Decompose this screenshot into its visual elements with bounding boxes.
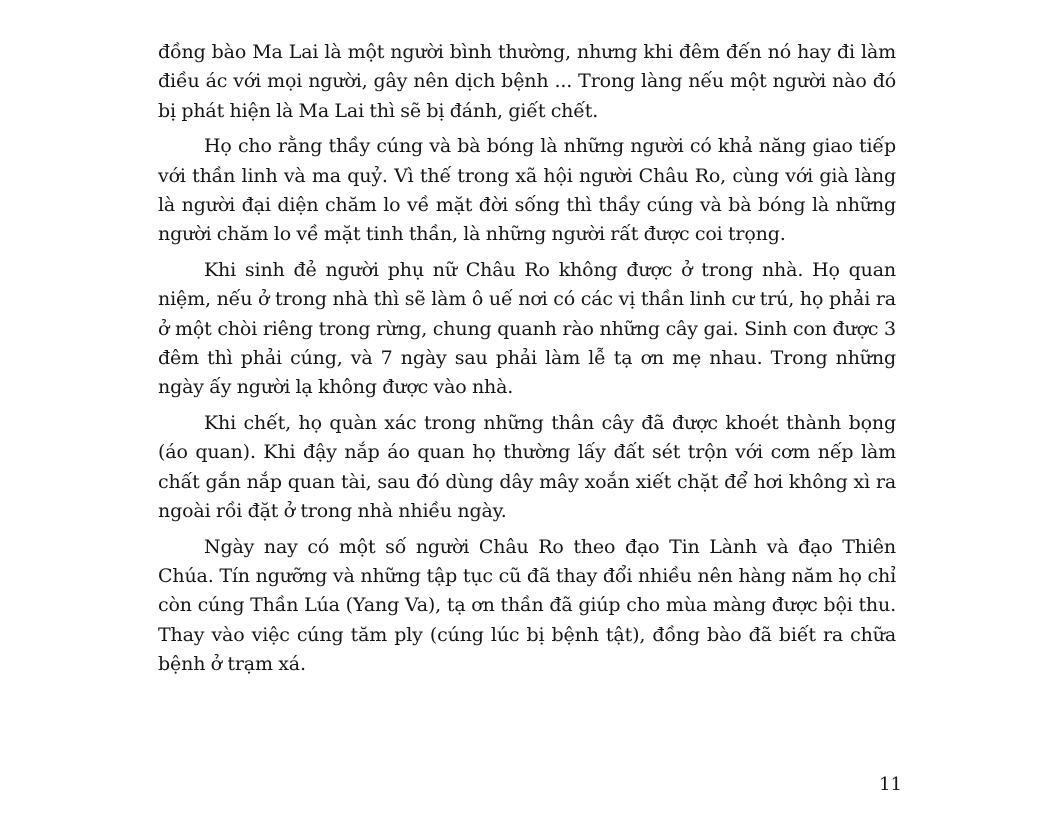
paragraph-continuation: đồng bào Ma Lai là một người bình thường, nhưng khi đêm đến nó hay đi làm điều ác với mọi người, gây nên dịch bệnh ... Trong làng nếu một người nào đó bị phát hiện là Ma Lai thì sẽ bị đánh, giết chết. (158, 41, 896, 122)
paragraph-shamans: Họ cho rằng thầy cúng và bà bóng là những người có khả năng giao tiếp với thần linh và ma quỷ. Vì thế trong xã hội người Châu Ro, cùng với già làng là người đại diện chăm lo về mặt đời sống thì thầy cúng và bà bóng là những người chăm lo về mặt tinh thần, là những người rất được coi trọng. (158, 135, 896, 246)
paragraph-childbirth: Khi sinh đẻ người phụ nữ Châu Ro không được ở trong nhà. Họ quan niệm, nếu ở trong nhà thì sẽ làm ô uế nơi có các vị thần linh cư trú, họ phải ra ở một chòi riêng trong rừng, chung quanh rào những cây gai. Sinh con được 3 đêm thì phải cúng, và 7 ngày sau phải làm lễ tạ ơn mẹ nhau. Trong những ngày ấy người lạ không được vào nhà. (158, 258, 896, 399)
paragraph-funeral: Khi chết, họ quàn xác trong những thân cây đã được khoét thành bọng (áo quan). Khi đậy nắp áo quan họ thường lấy đất sét trộn với cơm nếp làm chất gắn nắp quan tài, sau đó dùng dây mây xoắn xiết chặt để hơi không xì ra ngoài rồi đặt ở trong nhà nhiều ngày. (158, 411, 896, 523)
body-text (158, 38, 896, 686)
paragraph-religion-today: Ngày nay có một số người Châu Ro theo đạo Tin Lành và đạo Thiên Chúa. Tín ngưỡng và những tập tục cũ đã thay đổi nhiều nên hàng năm họ chỉ còn cúng Thần Lúa (Yang Va), tạ ơn thần đã giúp cho mùa màng được bội thu. Thay vào việc cúng tăm ply (cúng lúc bị bệnh tật), đồng bào đã biết ra chữa bệnh ở trạm xá. (158, 535, 896, 676)
page-number: 11 (879, 774, 902, 795)
